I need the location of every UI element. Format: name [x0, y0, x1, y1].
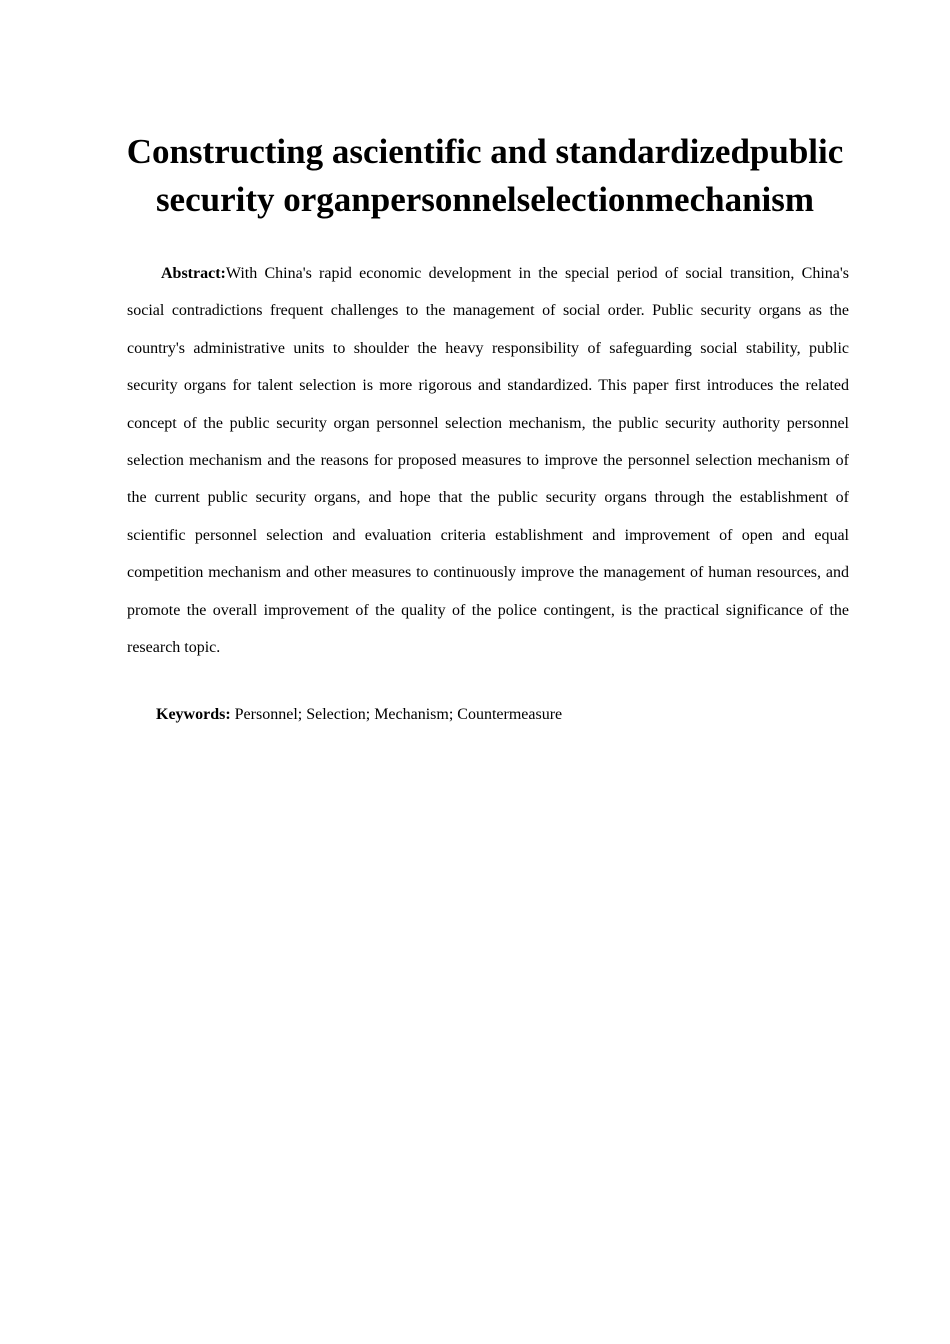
keywords-label: Keywords:	[156, 706, 231, 723]
abstract-paragraph	[127, 255, 849, 666]
abstract-label: Abstract:	[161, 265, 226, 282]
keywords-line	[156, 701, 562, 729]
title-line-2: security organpersonnelselectionmechanism	[155, 180, 815, 219]
abstract-text: With China's rapid economic development in the special period of social transition, China's social contradictions frequent challenges to the management of social order. Public security organs as the country's administrative units to shoulder the heavy responsibility of safeguarding social stability, public security organs for talent selection is more rigorous and standardized. This paper first introduces the related concept of the public security organ personnel selection mechanism, the public security authority personnel selection mechanism and the reasons for proposed measures to improve the personnel selection mechanism of the current public security organs, and hope that the public security organs through the establishment of scientific personnel selection and evaluation criteria establishment and improvement of open and equal competition mechanism and other measures to continuously improve the management of human resources, and promote the overall improvement of the quality of the police contingent, is the practical significance of the research topic.	[127, 265, 849, 657]
title-line-1: Constructing ascientific and standardizedpublic	[126, 132, 844, 171]
document-title	[100, 128, 870, 224]
keywords-text: Personnel; Selection; Mechanism; Countermeasure	[230, 706, 563, 723]
